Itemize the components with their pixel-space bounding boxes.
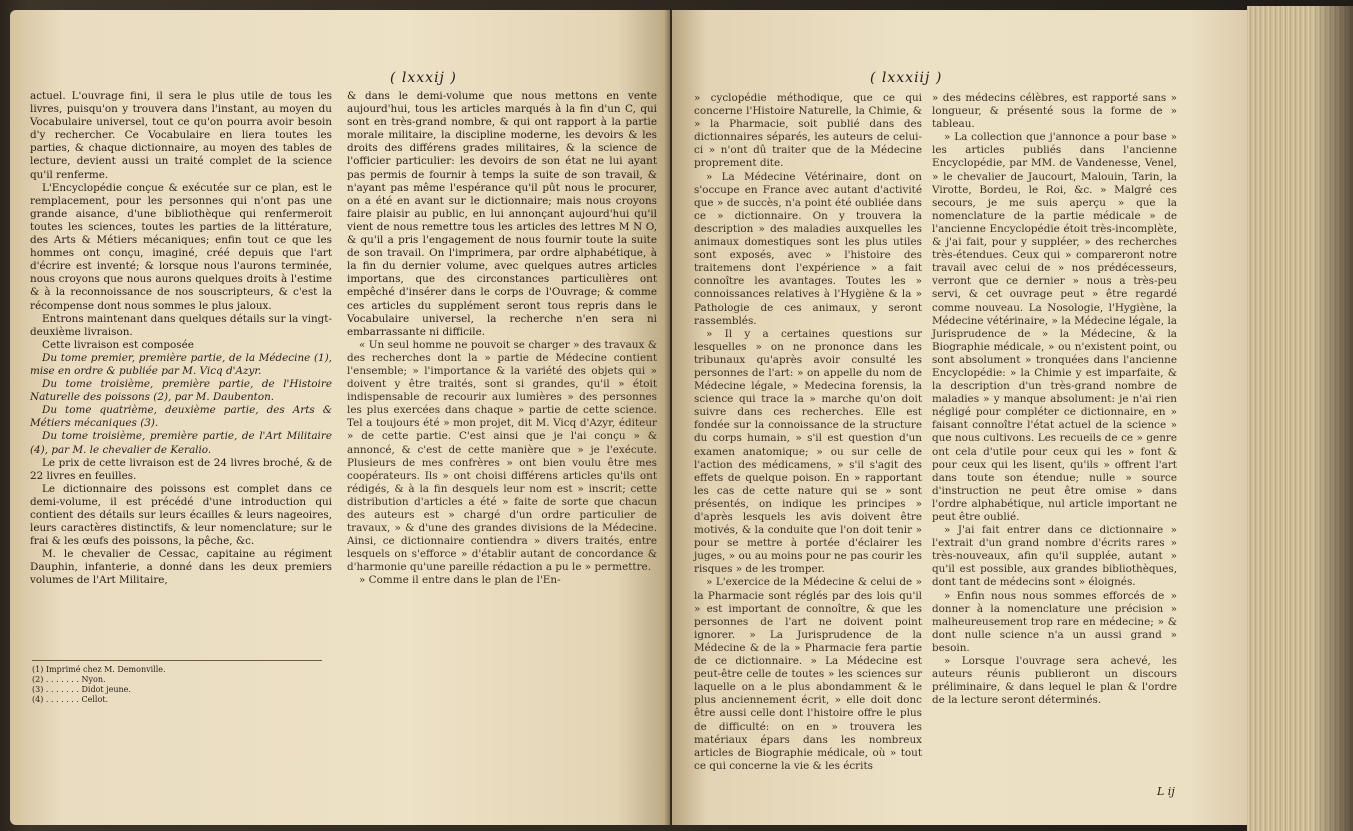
left-column-1 [30,90,332,588]
paragraph: M. le chevalier de Cessac, capitaine au régiment Dauphin, infanterie, a donné dans les deux premiers volumes de l'Art Militaire, [30,548,332,587]
right-column-1 [694,92,922,773]
paragraph: » Enfin nous nous sommes efforcés de » donner à la nomenclature une précision » malheureusement trop rare en médecine; » & dont nulle science n'a un aussi grand » besoin. [932,589,1177,654]
footnote: (2) . . . . . . . Nyon. [32,675,106,684]
paragraph: » Il y a certaines questions sur lesquelles » on ne prononce dans les tribunaux qu'après avoir consulté les personnes de l'art: » on appelle du nom de Médecine légale, » Medecina forensis, la science qui trace la » marche qu'on doit suivre dans ces recherches. Elle est fondée sur la connoissance de la structure du corps humain, » s'il est question d'un examen anatomique; » ou sur celle de l'action des médicamens, » s'il s'agit des effets de quelque poison. En » rapportant les cas de cette nature qui se » sont présentés, on indique les principes » d'après lesquels les avis doivent être motivés, & la conduite que l'on doit tenir » pour se mettre à portée d'éclairer les juges, » ou au moins pour ne pas courir les risques » de les tromper. [694,327,922,576]
paragraph: » La collection que j'annonce a pour base » les articles publiés dans l'ancienne Encyclopédie, par MM. de Vandenesse, Venel, » le chevalier de Jaucourt, Malouin, Tarin, la Virotte, Bordeu, le Roi, &c. » Malgré ces secours, je me suis aperçu » que la nomenclature de la partie médicale » de l'ancienne Encyclopédie étoit très-incomplète, & j'ai fait, pour y suppléer, » des recherches très-étendues. Ceux qui » compareront notre travail avec celui de » nos prédécesseurs, verront que ce dernier » nous a très-peu servi, & cet ouvrage peut » être regardé comme nouveau. La Nosologie, l'Hygiène, la Médecine vétérinaire, » la Médecine légale, la Jurisprudence de » la Médecine, & la Biographie médicale, » ou n'existent point, ou sont absolument » tronquées dans l'ancienne Encyclopédie: » la Chimie y est imparfaite, & la description d'un très-grand nombre de maladies » y manque absolument: je n'ai rien négligé pour compléter ce dictionnaire, en » faisant connoître l'état actuel de la science » que nous cultivons. Les recueils de ce » genre ont cela d'utile pour ceux qui les » font & pour ceux qui les lisent, qu'ils » offrent l'art dans toute son étendue; nulle » source d'instruction ne peut être omise » dans l'ordre alphabétique, nul article important ne peut être oublié. [932,131,1177,523]
paragraph: actuel. L'ouvrage fini, il sera le plus utile de tous les livres, puisqu'on y trouvera dans l'instant, au moyen du Vocabulaire universel, tout ce qu'on pourra avoir besoin d'y rechercher. Ce Vocabulaire en liera toutes les parties, & chaque dictionnaire, au moyen des tables de lecture, devient aussi un traité complet de la science qu'il renferme. [30,90,332,181]
paragraph: » L'exercice de la Médecine & celui de » la Pharmacie sont réglés par des lois qu'il » est important de connoître, & que les personnes de l'art ne doivent point ignorer. » La Jurisprudence de la Médecine & de la » Pharmacie fera partie de ce dictionnaire. » La Médecine est peut-être celle de toutes » les sciences sur laquelle on a le plus abondamment & le plus anciennement écrit, » elle doit donc être aussi celle dont l'histoire offre le plus de difficulté: on en » trouvera les matériaux épars dans les nombreux articles de Biographie médicale, où » tout ce qui concerne la vie & les écrits [694,576,922,772]
paragraph: Le dictionnaire des poissons est complet dans ce demi-volume, il est précédé d'une introduction qui contient des détails sur leurs écailles & leurs nageoires, leurs caractères distinctifs, & leur nomenclature; sur le frai & les œufs des poissons, la pêche, &c. [30,482,332,548]
paragraph: » Comme il entre dans le plan de l'En- [359,574,561,587]
book-fore-edge [1247,6,1353,831]
signature-mark: L ij [1157,785,1175,798]
left-page [10,10,670,825]
left-page-header: ( lxxxij ) [390,70,457,86]
paragraph: » des médecins célèbres, est rapporté sans » longueur, & présenté sous la forme de » tableau. [932,92,1177,131]
paragraph: Cette livraison est composée [42,338,194,351]
paragraph: » cyclopédie méthodique, que ce qui concerne l'Histoire Naturelle, la Chimie, & » la Pharmacie, soit publié dans des dictionnaires séparés, les auteurs de celui-ci » n'ont dû traiter que de la Médecine proprement dite. [694,92,922,170]
paragraph: » La Médecine Vétérinaire, dont on s'occupe en France avec autant d'activité que » de succès, n'a point été oubliée dans ce » dictionnaire. On y trouvera la description » des maladies auxquelles les animaux domestiques sont les plus utiles sont exposés, avec » l'histoire des traitemens dont l'expérience » a fait connoître les avantages. Toutes les » connoissances relatives à l'Hygiène & la » Pathologie de ces animaux, y seront rassemblés. [694,170,922,327]
paragraph: Du tome troisième, première partie, de l'Histoire Naturelle des poissons (2), par M. Daubenton. [30,378,332,404]
footnotes [32,660,322,705]
paragraph: Le prix de cette livraison est de 24 livres broché, & de 22 livres en feuilles. [30,456,332,482]
left-column-2 [347,90,657,588]
paragraph: Du tome troisième, première partie, de l'Art Militaire (4), par M. le chevalier de Keralio. [30,430,332,456]
paragraph: « Un seul homme ne pouvoit se charger » des travaux & des recherches dont la » partie de Médecine contient l'ensemble; » l'importance & la variété des objets qui » doivent y être traités, sont si grandes, qu'il » étoit indispensable de recourir aux lumières » des personnes les plus exercées dans chaque » partie de cette science. Tel a toujours été » mon projet, dit M. Vicq d'Azyr, éditeur » de cette partie. C'est ainsi que je l'ai conçu » & annoncé, & c'est de cette manière que » je l'exécute. Plusieurs de mes confrères » ont bien voulu être mes coopérateurs. Ils » ont choisi différens articles qu'ils ont rédigés, & à la fin desquels leur nom est » inscrit; cette distribution d'articles a été » faite de sorte que chacun des auteurs est » chargé d'un ordre particulier de travaux, » & d'une des grandes divisions de la Médecine. Ainsi, ce dictionnaire contiendra » divers traités, entre lesquels on s'efforce » d'établir autant de concordance & d'harmonie qu'une pareille rédaction a pu le » permettre. [347,338,657,574]
footnote: (3) . . . . . . . Didot jeune. [32,685,131,694]
footnote: (4) . . . . . . . Cellot. [32,695,109,704]
paragraph: Du tome premier, première partie, de la Médecine (1), mise en ordre & publiée par M. Vicq d'Azyr. [30,351,332,377]
paragraph: » Lorsque l'ouvrage sera achevé, les auteurs réunis publieront un discours préliminaire, & dans lequel le plan & l'ordre de la lecture seront déterminés. [932,655,1177,707]
paragraph: L'Encyclopédie conçue & exécutée sur ce plan, est le remplacement, pour les personnes qui n'ont pas une grande aisance, d'une bibliothèque qui renfermeroit toutes les sciences, toutes les parties de la littérature, des Arts & Métiers mécaniques; enfin tout ce que les hommes ont conçu, imaginé, créé depuis que l'art d'écrire est inventé; & lorsque nous l'aurons terminée, nous croyons que nous aurons quelques droits à l'estime & à la reconnoissance de nos souscripteurs, & c'est la récompense dont nous sommes le plus jaloux. [30,181,332,312]
footnote: (1) Imprimé chez M. Demonville. [32,665,166,674]
right-page [672,10,1247,825]
paragraph: Entrons maintenant dans quelques détails sur la vingt-deuxième livraison. [30,312,332,338]
paragraph: & dans le demi-volume que nous mettons en vente aujourd'hui, tous les articles marqués à la fin d'un C, qui sont en très-grand nombre, & qui ont rapport à la partie morale militaire, la discipline moderne, les devoirs & les droits des différens grades militaires, & la science de l'officier particulier: les devoirs de son état ne lui ayant pas permis de fournir à temps la suite de son travail, & n'ayant pas même l'espérance qu'il pût nous le procurer, on a été en avant sur le dictionnaire; mais nous croyons faire plaisir au public, en lui annonçant aujourd'hui qu'il vient de nous remettre tous les articles des lettres M N O, & qu'il a pris l'engagement de nous fournir toute la suite de son travail. On l'imprimera, par ordre alphabétique, à la fin du dernier volume, avec quelques autres articles importans, que des circonstances particulières ont empêché d'insérer dans le corps de l'Ouvrage; & comme ces articles du supplément seront tous repris dans le Vocabulaire universel, la recherche n'en sera ni embarrassante ni difficile. [347,90,657,338]
paragraph: Du tome quatrième, deuxième partie, des Arts & Métiers mécaniques (3). [30,404,332,430]
right-column-2 [932,92,1177,707]
paragraph: » J'ai fait entrer dans ce dictionnaire » l'extrait d'un grand nombre d'écrits rares » très-nouveaux, afin qu'il supplée, autant » qu'il est possible, aux grandes bibliothèques, dont tant de médecins sont » éloignés. [932,524,1177,589]
right-page-header: ( lxxxiij ) [870,70,943,86]
